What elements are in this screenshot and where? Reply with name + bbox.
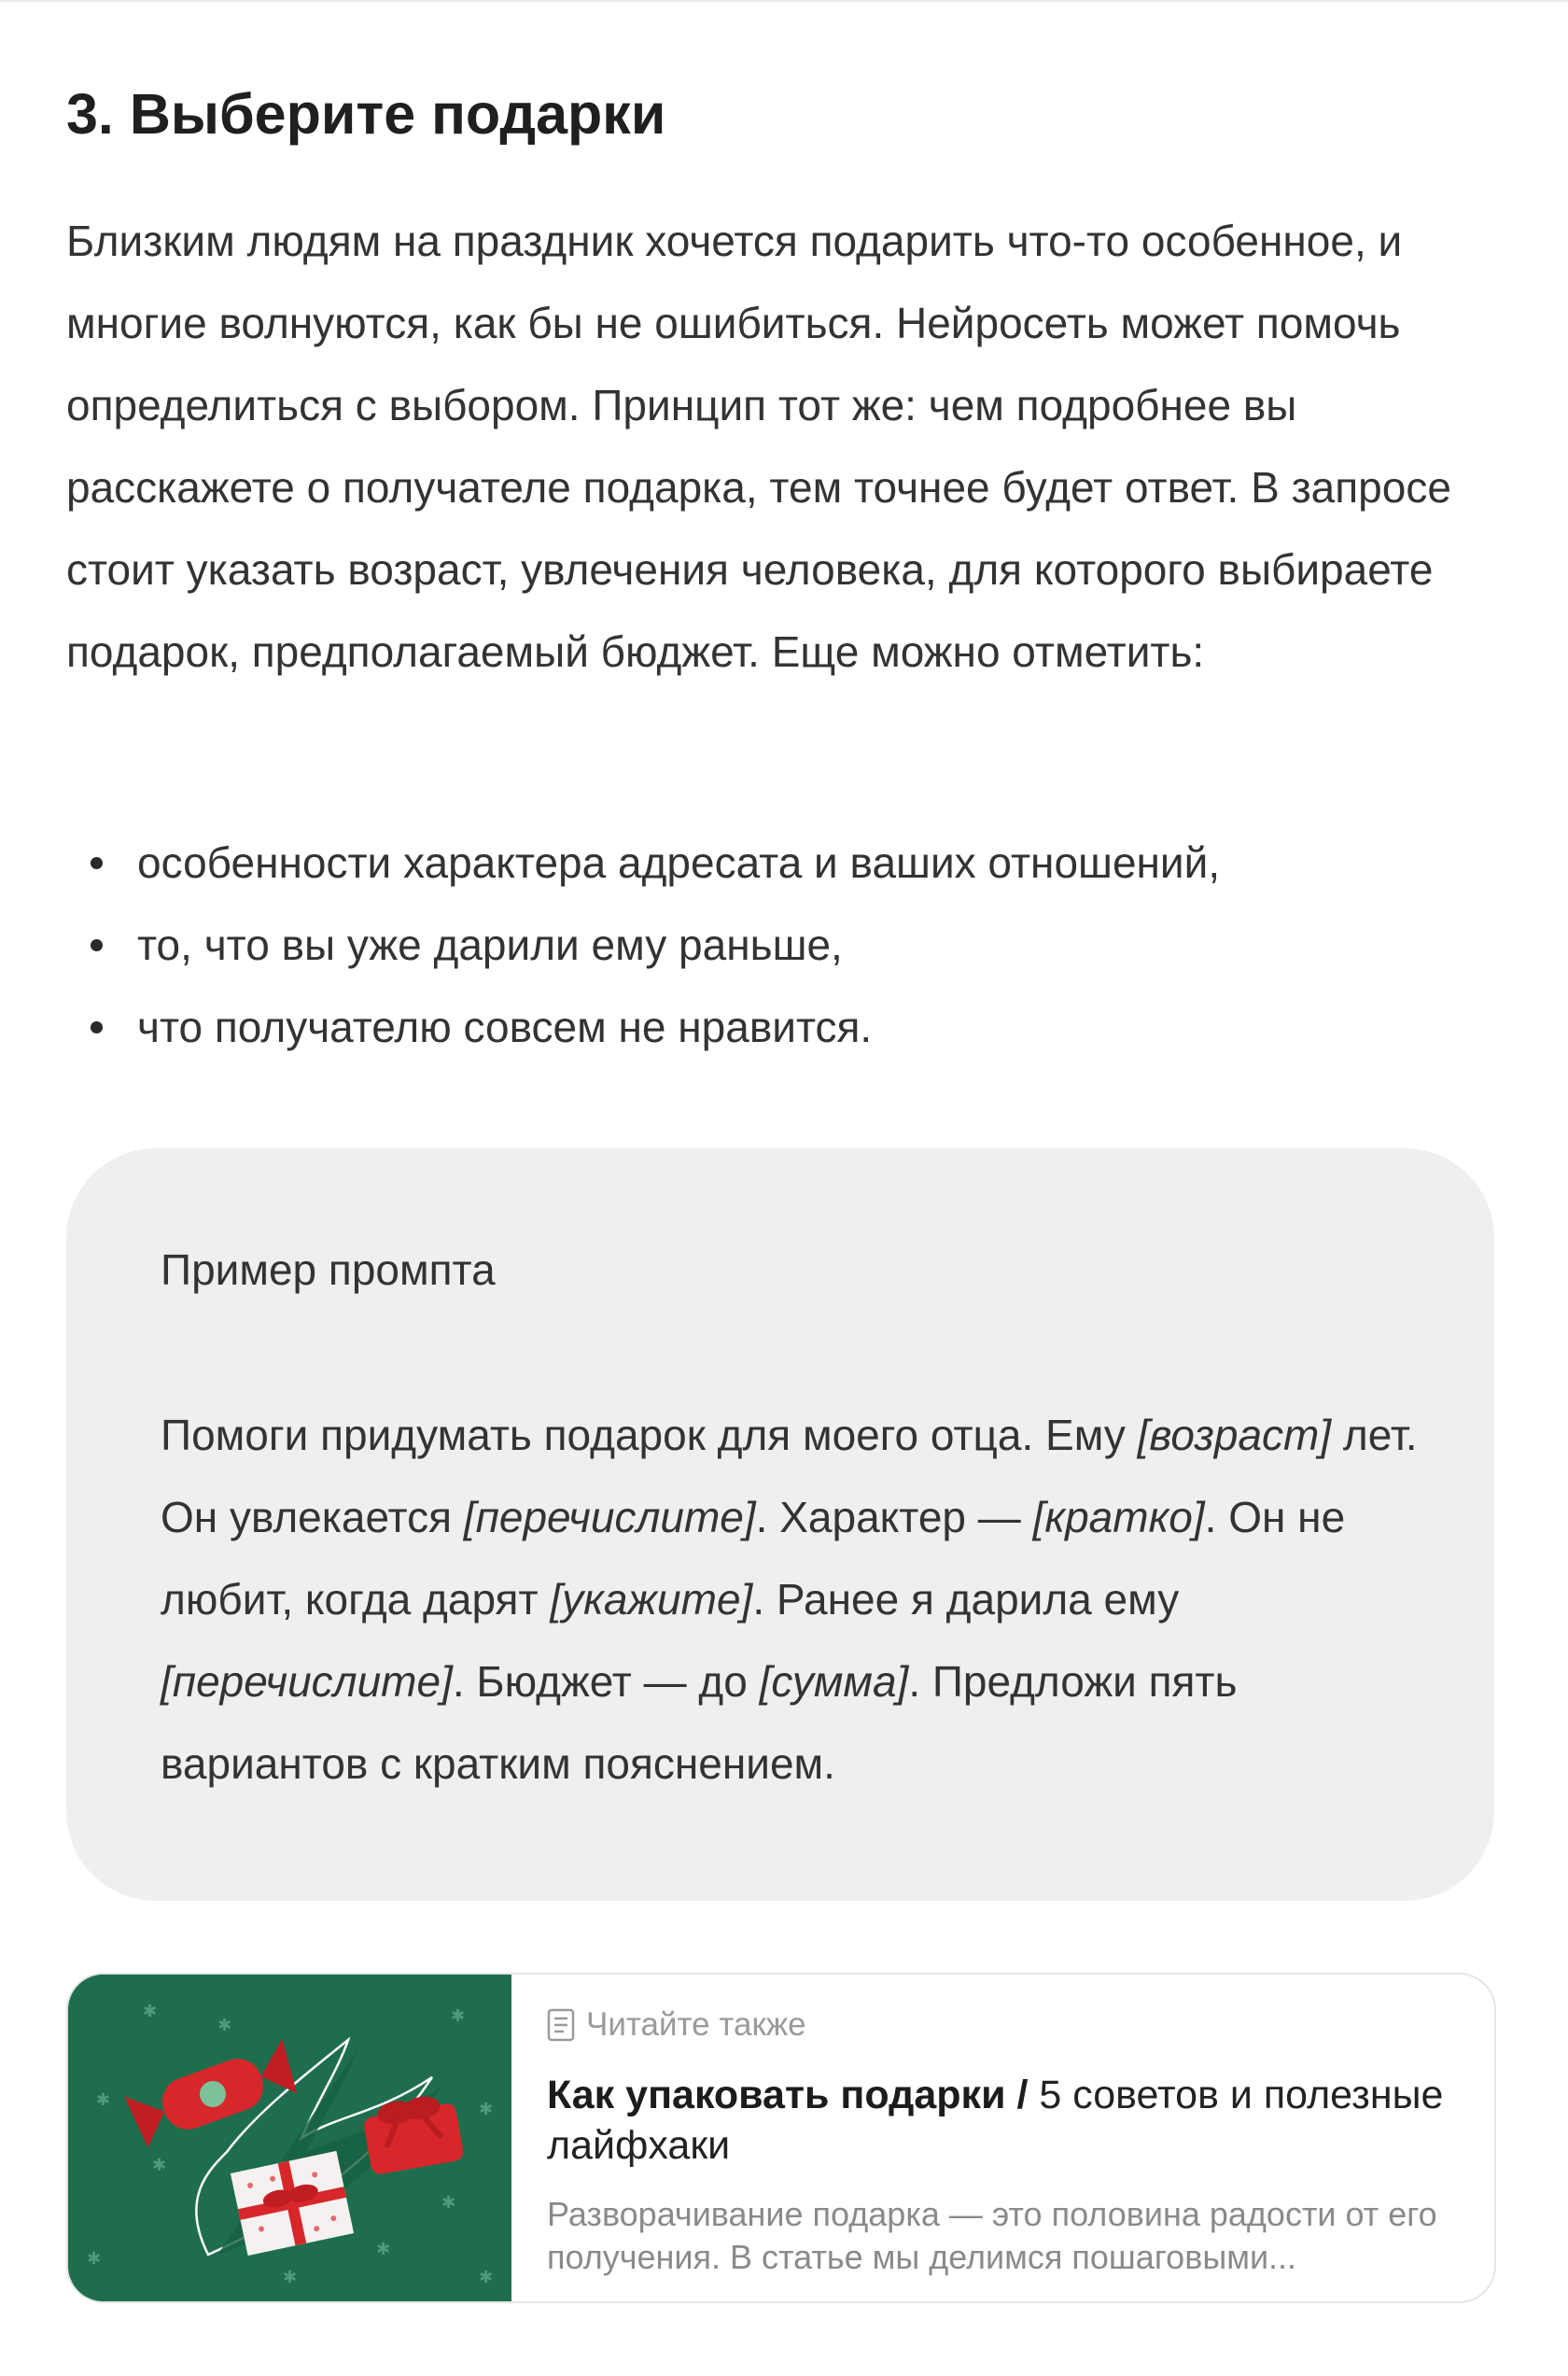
- prompt-text-part: . Ранее я дарила ему: [752, 1575, 1180, 1624]
- list-item: особенности характера адресата и ваших отношений,: [66, 822, 1485, 904]
- top-divider: [0, 0, 1568, 4]
- svg-text:✱: ✱: [143, 2002, 158, 2021]
- svg-text:✱: ✱: [87, 2249, 102, 2269]
- tips-list: [66, 822, 1485, 1068]
- prompt-placeholder: [укажите]: [550, 1575, 753, 1624]
- prompt-placeholder: [кратко]: [1032, 1493, 1205, 1541]
- svg-text:✱: ✱: [376, 2240, 391, 2259]
- list-item: то, что вы уже дарили ему раньше,: [66, 904, 1485, 986]
- prompt-text-part: . Предложи пять вариантов с кратким пояснением.: [161, 1657, 1238, 1788]
- svg-text:✱: ✱: [451, 2006, 466, 2026]
- related-article-description: Разворачивание подарка — это половина радости от его получения. В статье мы делимся пошаговыми...: [547, 2195, 1437, 2276]
- related-title-bold: Как упаковать подарки /: [547, 2073, 1029, 2117]
- prompt-placeholder: [сумма]: [759, 1657, 909, 1706]
- prompt-placeholder: [перечислите]: [161, 1657, 453, 1706]
- svg-text:✱: ✱: [283, 2268, 298, 2287]
- related-article-card[interactable]: [66, 1973, 1496, 2303]
- prompt-placeholder: [перечислите]: [463, 1493, 756, 1541]
- prompt-text-part: . Он не любит, когда дарят: [161, 1493, 1346, 1624]
- svg-text:✱: ✱: [96, 2090, 111, 2110]
- related-title-rest: 5 советов и полезные лайфхаки: [547, 2073, 1444, 2168]
- prompt-example-box: [66, 1148, 1494, 1901]
- svg-text:✱: ✱: [479, 2100, 494, 2119]
- section-heading: 3. Выберите подарки: [66, 82, 666, 146]
- svg-text:✱: ✱: [479, 2268, 494, 2287]
- prompt-placeholder: [возраст]: [1137, 1411, 1332, 1459]
- prompt-text-part: лет. Он увлекается: [161, 1411, 1418, 1541]
- list-item: что получателю совсем не нравится.: [66, 986, 1485, 1068]
- intro-paragraph: Близким людям на праздник хочется подарить что-то особенное, и многие волнуются, как бы не ошибиться. Нейросеть может помочь определиться с выбором. Принцип тот же: чем подробнее вы расскажете о получателе подарка, тем точнее будет ответ. В запросе стоит указать возраст, увлечения человека, для которого выбираете подарок, предполагаемый бюджет. Еще можно отметить:: [66, 217, 1451, 676]
- related-article-title[interactable]: [547, 2070, 1471, 2171]
- prompt-text-part: Помоги придумать подарок для моего отца. Ему: [161, 1411, 1138, 1459]
- read-also-text: Читайте также: [586, 2006, 806, 2043]
- gift-illustration-svg: [68, 1975, 511, 2301]
- read-also-label: [547, 2003, 1471, 2047]
- svg-text:✱: ✱: [152, 2156, 167, 2175]
- prompt-text: [161, 1394, 1430, 1805]
- prompt-text-part: . Характер —: [755, 1493, 1033, 1541]
- svg-text:✱: ✱: [441, 2193, 456, 2213]
- prompt-text-part: . Бюджет — до: [452, 1657, 760, 1706]
- document-icon: [547, 2008, 575, 2042]
- prompt-title: Пример промпта: [161, 1245, 496, 1294]
- related-article-body: [547, 2003, 1471, 2279]
- svg-text:✱: ✱: [217, 2016, 232, 2035]
- gift-illustration: [68, 1975, 511, 2301]
